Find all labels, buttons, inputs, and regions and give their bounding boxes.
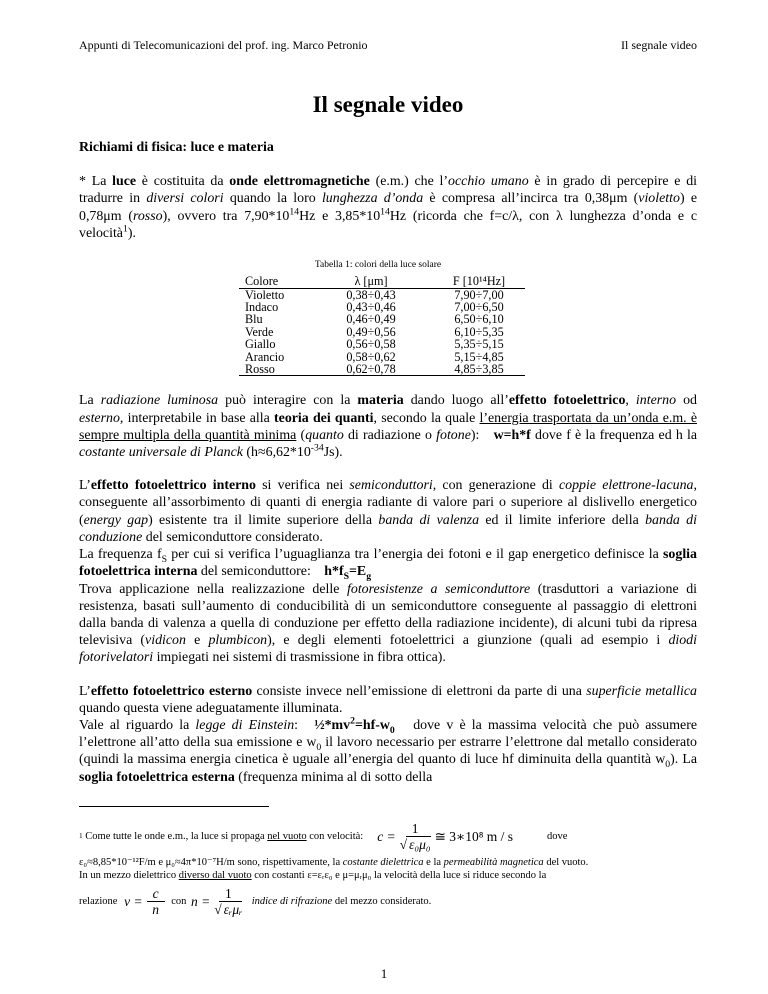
table-cell: Giallo (245, 337, 276, 352)
column-header: λ [μm] (309, 275, 433, 288)
refraction-formula (191, 886, 246, 917)
relation-fraction (147, 886, 165, 917)
formula-numerator: 1 (406, 821, 425, 837)
table-caption: Tabella 1: colori della luce solare (314, 260, 442, 271)
table-cell: Rosso (239, 363, 309, 376)
footnote-relation (79, 886, 697, 917)
table-cell: 0,56÷0,58 (346, 337, 396, 352)
footnote-dove: dove (547, 830, 568, 842)
colors-table (239, 275, 525, 376)
footnote-line-2 (79, 856, 697, 869)
table-cell: 4,85÷3,85 (433, 363, 525, 376)
refraction-fraction: $\frac{1}{\text{√ εᵣμᵣ}}$ (214, 885, 243, 917)
document-body (79, 139, 697, 917)
formula-denominator: ε₀μ₀ (409, 836, 431, 852)
table-cell: 5,15÷4,85 (454, 349, 504, 364)
relation-label: relazione (79, 895, 118, 907)
paragraph-radiazione: La radiazione luminosa può interagire con la materia dando luogo all’effetto fotoelettrico, interno od esterno, interpretabile in base alla teoria dei quanti, secondo la quale l’energia trasportata da un’onda e.m. è sempre multipla della quantità minima (quanto di radiazione o fotone): w=h*f dove f è la frequenza ed h la costante universale di Planck $(h\approx 6,62*10^{-34}Js)$. (79, 393, 697, 461)
relation-numerator: c (147, 886, 165, 902)
table-cell: 7,90÷7,00 (454, 287, 504, 302)
table-cell: 0,58÷0,62 (346, 349, 396, 364)
table-cell: 0,62÷0,78 (309, 363, 433, 376)
table-cell: 6,10÷5,35 (454, 324, 504, 339)
table-cell: 7,00÷6,50 (454, 300, 504, 315)
paragraph-soglia-interna: La frequenza $f_S$ per cui si verifica l’uguaglianza tra l’energia dei fotoni e il gap energetico definisce la soglia fotoelettrica interna del semiconduttore: $h*f_S=E_g$ (79, 547, 697, 583)
relation-denominator: n (152, 901, 159, 917)
section-heading: Richiami di fisica: luce e materia (79, 140, 274, 155)
paragraph-effetto-esterno: L’effetto fotoelettrico esterno consiste invece nell’emissione di elettroni da parte di una superficie metallica quando questa viene adeguatamente illuminata. (79, 683, 698, 716)
header-right: Il segnale video (621, 38, 697, 52)
footnote-text: con costanti ε=εᵣε₀ e μ=μᵣμ₀ la velocità della luce si riduce secondo la (254, 869, 547, 881)
paragraph-einstein: Vale al riguardo la legge di Einstein: $\frac{1}{2}*mv^2=hf-w_0$ dove v è la massima velocità che può assumere l’elettrone all’atto della sua emissione e $w_0$ il lavoro necessario per estrarre l’elettrone dal metallo considerato (quindi la massima energia cinetica è uguale all’energia del quanto di luce hf diminuita della quantità $w_0$). La soglia fotoelettrica esterna (frequenza minima al di sotto della (79, 715, 697, 785)
footnote (79, 821, 697, 917)
refraction-lhs: n = (191, 893, 211, 909)
page-number: 1 (380, 966, 388, 981)
table-cell: Violetto (245, 287, 285, 302)
table-row (239, 313, 525, 325)
relation-con: con (171, 895, 187, 907)
refraction-numerator: 1 (219, 886, 238, 902)
table-cell: Indaco (245, 300, 279, 315)
footnote-line-3 (79, 869, 697, 882)
formula-rhs: ≅ 3∗10⁸ m / s (434, 828, 514, 844)
footnote-text: del vuoto. (546, 856, 589, 868)
relation-formula (124, 886, 168, 917)
relation-lhs: v = (124, 893, 143, 909)
table-cell: 0,49÷0,56 (346, 324, 396, 339)
table-row (239, 363, 525, 376)
footnote-italic: indice di rifrazione (251, 895, 333, 907)
footnote-text: In un mezzo dielettrico (79, 869, 177, 881)
footnote-text: ε₀≈8,85*10⁻¹²F/m e μ₀≈4π*10⁻⁷H/m sono, rispettivamente, la (79, 856, 341, 868)
page-header (79, 38, 697, 52)
footnote-intro-b: con velocità: (309, 830, 364, 842)
paragraph-luce: * La luce è costituita da onde elettromagnetiche (e.m.) che l’occhio umano è in grado di percepire e di tradurre in diversi colori quando la loro lunghezza d’onda è compresa all’incirca tra 0,38μm (violetto) e 0,78μm (rosso), ovvero tra $7,90*10^{14}Hz$ e $3,85*10^{14}Hz$ (ricorda che f=c/λ, con λ lunghezza d’onda e c velocità$^1$). (79, 174, 698, 241)
table-cell: Blu (245, 312, 263, 327)
page-title: Il segnale video (312, 92, 464, 117)
table-cell: 6,50÷6,10 (454, 312, 504, 327)
footnote-intro-a: Come tutte le onde e.m., la luce si propaga (85, 830, 265, 842)
table-cell: 0,43÷0,46 (346, 300, 396, 315)
footnote-text: e la (426, 856, 442, 868)
formula-lhs: c = (377, 828, 396, 844)
footnote-underline: diverso dal vuoto (178, 869, 252, 881)
formula-fraction: $\frac{1}{\text{√ ε₀μ₀}}$ (399, 820, 431, 852)
footnote-italic: permeabilità magnetica (443, 856, 544, 868)
refraction-denominator: εᵣμᵣ (223, 901, 243, 917)
footnote-text: del mezzo considerato. (334, 895, 432, 907)
paragraph-effetto-interno: L’effetto fotoelettrico interno si verifica nei semiconduttori, con generazione di coppie elettrone-lacuna, conseguente all’assorbimento di quanti di energia radiante di valore pari o superiore al dislivello energetico (energy gap) esistente tra il limite superiore della banda di valenza ed il limite inferiore della banda di conduzione del semiconduttore considerato. (79, 478, 697, 545)
table-row (239, 338, 525, 350)
paragraph-applicazioni: Trova applicazione nella realizzazione delle fotoresistenze a semiconduttore (trasduttori a variazione di resistenza, basati sull’aumento di conducibilità di un semiconduttore conseguente al passaggio di elettroni dalla banda di valenza a quella di conduzione per effetto della radiazione incidente), di alcuni tubi da ripresa televisiva (vidicon e plumbicon), e degli elementi fotoelettrici a giunzione (quali ad esempio i diodi fotorivelatori impiegati nei sistemi di trasmissione in fibra ottica). (79, 581, 697, 666)
table-cell: 5,35÷5,15 (454, 337, 504, 352)
column-header: F [10¹⁴Hz] (433, 275, 525, 288)
footnote-italic: costante dielettrica (342, 856, 424, 868)
speed-of-light-formula (377, 821, 513, 852)
footnote-intro-underline: nel vuoto (267, 830, 307, 842)
table-cell: Arancio (245, 349, 285, 364)
footnote-separator (79, 806, 269, 807)
column-header: Colore (239, 275, 309, 288)
table-cell: 0,46÷0,49 (346, 312, 396, 327)
table-cell: Verde (245, 324, 274, 339)
table-cell: 0,38÷0,43 (346, 287, 396, 302)
header-left: Appunti di Telecomunicazioni del prof. ing. Marco Petronio (79, 38, 368, 52)
footnote-line-1: 1 Come tutte le onde e.m., la luce si propaga nel vuoto con velocità: c = $\frac{1}{\text{√ ε₀μ₀}}$ ≅ 3∗10⁸ m / s dove (79, 820, 568, 852)
table-header-row (239, 275, 525, 288)
